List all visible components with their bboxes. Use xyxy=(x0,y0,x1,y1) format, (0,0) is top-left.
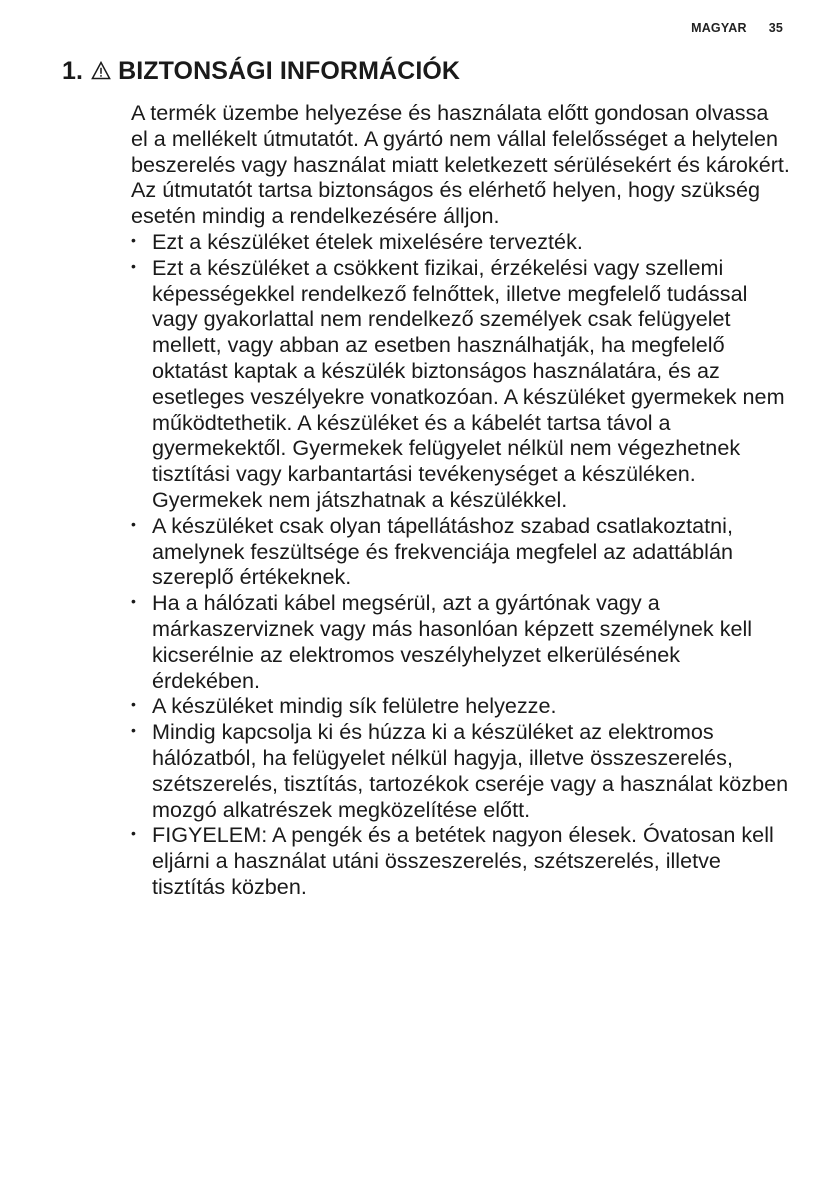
safety-bullet-list xyxy=(131,229,791,900)
bullet-item: • A készüléket csak olyan tápellátáshoz szabad csatlakoztatni, amelynek feszültsége és frekvenciája megfelel az adattáblán szereplő értékeknek. xyxy=(131,513,791,590)
section-title xyxy=(62,57,460,87)
page-header xyxy=(691,21,783,35)
section-number: 1. xyxy=(62,57,84,85)
bullet-item: • Ezt a készüléket ételek mixelésére tervezték. xyxy=(131,229,791,255)
warning-triangle-icon xyxy=(91,58,111,87)
bullet-item: • A készüléket mindig sík felületre helyezze. xyxy=(131,693,791,719)
bullet-item: • Ezt a készüléket a csökkent fizikai, érzékelési vagy szellemi képességekkel rendelkező felnőttek, illetve megfelelő tudással vagy gyakorlattal nem rendelkező személyek csak felügyelet mellett, vagy abban az esetben használhatják, ha megfelelő oktatást kaptak a készülék biztonságos használatára, és az esetleges veszélyekre vonatkozóan. A készüléket gyermekek nem működtethetik. A készüléket és a kábelét tartsa távol a gyermekektől. Gyermekek felügyelet nélkül nem végezhetnek tisztítási vagy karbantartási tevékenységet a készüléken. Gyermekek nem játszhatnak a készülékkel. xyxy=(131,255,791,513)
header-language: MAGYAR xyxy=(691,21,747,35)
bullet-item: • FIGYELEM: A pengék és a betétek nagyon élesek. Óvatosan kell eljárni a használat utáni összeszerelés, szétszerelés, illetve tisztítás közben. xyxy=(131,822,791,899)
safety-body xyxy=(131,100,791,900)
intro-paragraph: A termék üzembe helyezése és használata előtt gondosan olvassa el a mellékelt útmutatót. A gyártó nem vállal felelősséget a helytelen beszerelés vagy használat miatt keletkezett sérülésekért és károkért. Az útmutatót tartsa biztonságos és elérhető helyen, hogy szükség esetén mindig a rendelkezésére álljon. xyxy=(131,100,790,229)
bullet-item: • Mindig kapcsolja ki és húzza ki a készüléket az elektromos hálózatból, ha felügyelet nélkül hagyja, illetve összeszerelés, szétszerelés, tisztítás, tartozékok cseréje vagy a használat közben mozgó alkatrészek megközelítése előtt. xyxy=(131,719,791,822)
section-title-text: BIZTONSÁGI INFORMÁCIÓK xyxy=(118,57,461,85)
bullet-item: • Ha a hálózati kábel megsérül, azt a gyártónak vagy a márkaszerviznek vagy más hasonlóan képzett személynek kell kicserélnie az elektromos veszélyhelyzet elkerülésének érdekében. xyxy=(131,590,791,693)
page-number: 35 xyxy=(768,21,783,35)
